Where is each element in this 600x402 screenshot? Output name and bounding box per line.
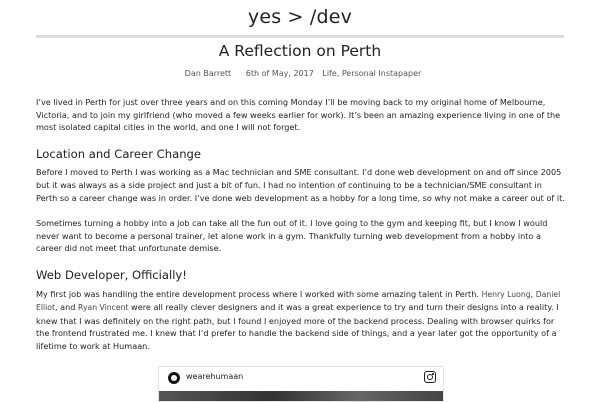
- instagram-embed[interactable]: [158, 366, 444, 402]
- section-heading-web-developer: Web Developer, Officially!: [36, 267, 187, 282]
- separator-1: ,: [530, 288, 536, 299]
- link-henry-luong[interactable]: Henry Luong: [481, 289, 531, 299]
- instagram-icon[interactable]: [424, 371, 436, 383]
- site-title-link[interactable]: yes > /dev: [247, 6, 353, 28]
- section2-text-b: were all really clever designers and it was a great experience to try and turn their designs into a reality. I knew that I was definitely on the right path, but I found I enjoyed more of the backend process. Dealing with browser quirks for the frontend frustrated me. I knew that I’d prefer to handle the backend side of things, and a year later got the opportunity of a lifetime to work at Humaan.: [36, 302, 559, 351]
- section2-text-a: My first job was handling the entire development process where I worked with some amazing talent in Perth.: [36, 288, 482, 299]
- post-author: Dan Barrett: [184, 69, 232, 78]
- header-divider: [36, 35, 564, 38]
- link-ryan-vincent[interactable]: Ryan Vincent: [78, 303, 129, 313]
- post-content: [36, 96, 565, 353]
- instapaper-link[interactable]: Instapaper: [378, 69, 422, 78]
- intro-paragraph: I’ve lived in Perth for just over three years and on this coming Monday I’ll be moving back to my original home of Melbourne, Victoria, and to join my girlfriend (who moved a few weeks earlier for work). It’s been an amazing experience living in one of the most isolated capital cities in the world, and one I will not forget.: [36, 97, 561, 133]
- section2-paragraph-1: [36, 288, 565, 353]
- link-daniel-elliot[interactable]: Daniel Elliot: [36, 289, 561, 313]
- post-meta: [0, 69, 600, 78]
- post-title: A Reflection on Perth: [218, 42, 382, 60]
- instagram-username[interactable]: wearehumaan: [186, 372, 244, 381]
- instagram-post-image[interactable]: [159, 391, 443, 402]
- post-date: 6th of May, 2017: [245, 69, 314, 78]
- instagram-avatar[interactable]: [168, 372, 180, 384]
- section1-paragraph-2: Sometimes turning a hobby into a job can take all the fun out of it. I love going to the gym and keeping fit, but I know I would never want to become a personal trainer, let alone work in a gym. Thankfully turning web development from a hobby into a career did not meet that unfortunate demise.: [36, 218, 548, 254]
- section-heading-location: Location and Career Change: [36, 146, 202, 161]
- instagram-embed-header: [159, 367, 443, 389]
- section1-paragraph-1: Before I moved to Perth I was working as a Mac technician and SME consultant. I’d done web development on and off since 2005 but it was always as a side project and just a bit of fun. I had no intention of continuing to be a technician/SME consultant in Perth so a career change was in order. I’ve done web development as a hobby for a long time, so why not make a career out of it.: [36, 167, 565, 203]
- separator-2: , and: [54, 302, 79, 313]
- post-categories-link[interactable]: Life, Personal: [322, 69, 376, 78]
